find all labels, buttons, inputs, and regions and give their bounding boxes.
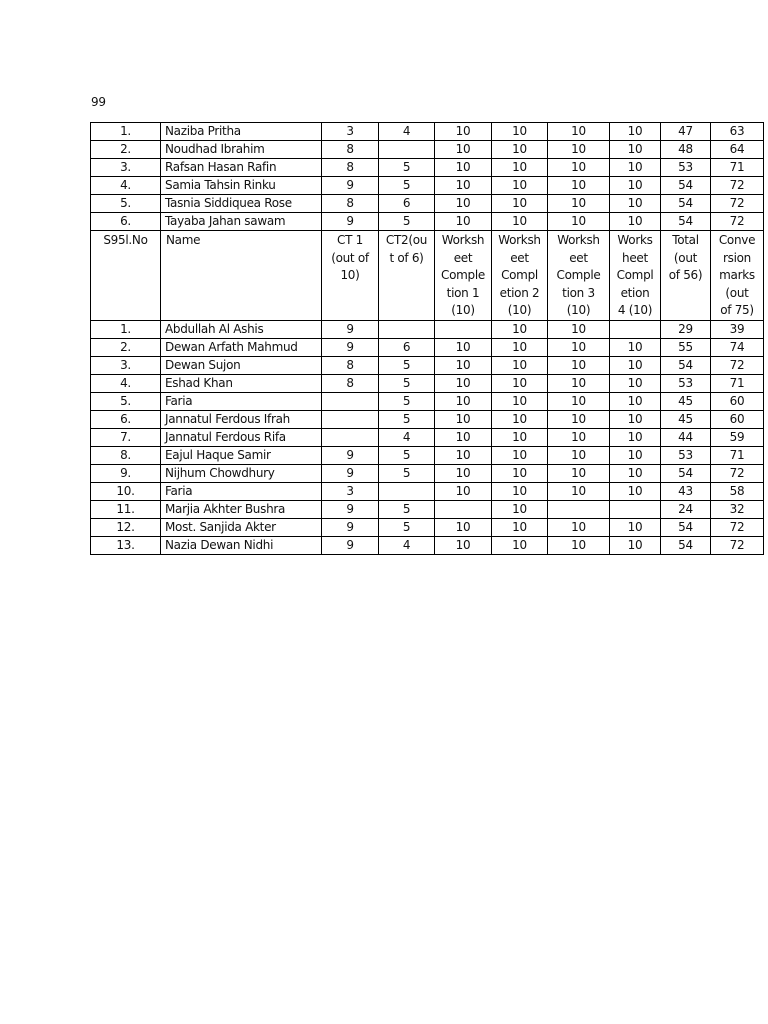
worksheet3-cell: 10 [548,374,610,392]
conversion-marks-cell: 71 [711,446,764,464]
worksheet4-cell: 10 [610,159,661,177]
conversion-marks-cell: 72 [711,213,764,231]
student-name-cell: Faria [161,392,322,410]
worksheet4-cell: 10 [610,338,661,356]
worksheet3-cell: 10 [548,123,610,141]
table-row [91,482,764,500]
ct2-cell: 5 [379,464,435,482]
serial-number-cell: 6. [91,213,161,231]
total-cell: 54 [661,177,711,195]
conversion-marks-cell: 72 [711,518,764,536]
worksheet1-cell: 10 [435,195,492,213]
worksheet1-cell: 10 [435,338,492,356]
ct1-cell [322,428,379,446]
ct2-cell: 5 [379,500,435,518]
conversion-marks-cell: 60 [711,410,764,428]
header-text-line: Worksh [498,233,541,247]
total-cell: 54 [661,356,711,374]
header-text-line: Worksh [557,233,600,247]
total-cell: 54 [661,195,711,213]
header-text-line: (10) [507,303,532,318]
worksheet4-cell: 10 [610,195,661,213]
header-text-line: Compl [501,268,538,283]
table-row [91,464,764,482]
ct1-cell: 9 [322,464,379,482]
ct1-cell: 8 [322,356,379,374]
total-cell: 45 [661,392,711,410]
worksheet2-cell: 10 [492,536,548,554]
total-cell: 53 [661,446,711,464]
ct2-cell: 5 [379,374,435,392]
student-name-cell: Dewan Arfath Mahmud [161,338,322,356]
serial-number-cell: 9. [91,464,161,482]
header-text-line: 10) [340,268,360,283]
header-text-line: heet [622,250,648,265]
worksheet4-cell: 10 [610,356,661,374]
table-header [91,231,764,321]
ct2-cell: 5 [379,177,435,195]
conversion-marks-cell: 64 [711,141,764,159]
ct2-cell: 5 [379,213,435,231]
header-text-line: (10) [566,303,591,318]
total-cell: 29 [661,320,711,338]
worksheet1-cell: 10 [435,356,492,374]
header-text-line: Compl [616,268,654,283]
header-text-line: (10) [451,303,475,318]
ct1-cell: 9 [322,500,379,518]
serial-number-cell: 7. [91,428,161,446]
worksheet2-cell: 10 [492,141,548,159]
header-text-line: eet [510,250,529,265]
conversion-marks-cell: 39 [711,320,764,338]
serial-number-cell: 2. [91,338,161,356]
table-row [91,159,764,177]
table-row [91,177,764,195]
ct2-cell: 5 [379,392,435,410]
student-name-cell: Samia Tahsin Rinku [161,177,322,195]
total-cell: 43 [661,482,711,500]
worksheet3-cell: 10 [548,464,610,482]
total-cell: 54 [661,464,711,482]
header-text-line: Worksh [441,233,485,247]
ct2-cell [379,482,435,500]
worksheet3-cell: 10 [548,518,610,536]
worksheet1-cell: 10 [435,159,492,177]
table-row [91,195,764,213]
conversion-marks-cell: 58 [711,482,764,500]
worksheet2-cell: 10 [492,338,548,356]
header-text-line: eet [453,250,473,265]
header-text-line: (out [725,285,749,300]
ct2-cell: 6 [379,195,435,213]
header-student-name [161,231,322,321]
worksheet3-cell: 10 [548,320,610,338]
worksheet4-cell: 10 [610,374,661,392]
worksheet3-cell: 10 [548,338,610,356]
table-row [91,213,764,231]
header-text-line: Comple [556,268,601,283]
worksheet3-cell: 10 [548,213,610,231]
header-text-line: S95l.No [103,233,148,247]
worksheet3-cell: 10 [548,428,610,446]
header-text-line: Name [166,233,201,247]
header-text-line: tion 3 [562,285,595,300]
worksheet1-cell [435,500,492,518]
worksheet3-cell: 10 [548,356,610,374]
ct2-cell: 5 [379,518,435,536]
worksheet2-cell: 10 [492,123,548,141]
student-name-cell: Abdullah Al Ashis [161,320,322,338]
worksheet4-cell [610,500,661,518]
conversion-marks-cell: 72 [711,177,764,195]
total-cell: 55 [661,338,711,356]
header-total [661,231,711,321]
ct1-cell: 8 [322,159,379,177]
ct1-cell: 8 [322,374,379,392]
ct1-cell [322,392,379,410]
header-serial-number [91,231,161,321]
worksheet3-cell: 10 [548,141,610,159]
ct2-cell [379,141,435,159]
table-row [91,123,764,141]
ct1-cell: 9 [322,518,379,536]
student-name-cell: Nijhum Chowdhury [161,464,322,482]
total-cell: 44 [661,428,711,446]
worksheet2-cell: 10 [492,320,548,338]
ct2-cell: 4 [379,428,435,446]
student-name-cell: Jannatul Ferdous Rifa [161,428,322,446]
table-row [91,428,764,446]
worksheet4-cell: 10 [610,213,661,231]
worksheet2-cell: 10 [492,500,548,518]
total-cell: 53 [661,374,711,392]
header-text-line: t of 6) [389,250,424,265]
header-text-line: etion 2 [499,285,540,300]
serial-number-cell: 4. [91,177,161,195]
worksheet4-cell [610,320,661,338]
worksheet4-cell: 10 [610,123,661,141]
ct1-cell: 9 [322,338,379,356]
ct2-cell: 4 [379,536,435,554]
header-text-line: etion [620,285,650,300]
header-text-line: of 75) [720,303,754,318]
table-row [91,356,764,374]
worksheet1-cell: 10 [435,482,492,500]
table-row [91,338,764,356]
worksheet2-cell: 10 [492,195,548,213]
header-worksheet1 [435,231,492,321]
conversion-marks-cell: 59 [711,428,764,446]
ct2-cell: 5 [379,159,435,177]
worksheet1-cell: 10 [435,177,492,195]
worksheet3-cell: 10 [548,392,610,410]
header-text-line: Comple [441,268,485,283]
ct2-cell: 4 [379,123,435,141]
ct2-cell: 5 [379,446,435,464]
worksheet1-cell: 10 [435,213,492,231]
worksheet4-cell: 10 [610,410,661,428]
ct2-cell: 5 [379,410,435,428]
serial-number-cell: 6. [91,410,161,428]
header-text-line: (out of [331,250,369,265]
conversion-marks-cell: 72 [711,536,764,554]
worksheet1-cell: 10 [435,464,492,482]
worksheet3-cell: 10 [548,177,610,195]
student-name-cell: Tasnia Siddiquea Rose [161,195,322,213]
worksheet3-cell: 10 [548,195,610,213]
total-cell: 47 [661,123,711,141]
worksheet3-cell: 10 [548,410,610,428]
conversion-marks-cell: 71 [711,159,764,177]
conversion-marks-cell: 60 [711,392,764,410]
worksheet3-cell: 10 [548,482,610,500]
worksheet4-cell: 10 [610,464,661,482]
table-row [91,392,764,410]
worksheet1-cell: 10 [435,123,492,141]
table-row [91,374,764,392]
serial-number-cell: 1. [91,320,161,338]
header-text-line: rsion [723,250,751,265]
student-name-cell: Eajul Haque Samir [161,446,322,464]
total-cell: 53 [661,159,711,177]
ct1-cell: 9 [322,446,379,464]
serial-number-cell: 1. [91,123,161,141]
header-text-line: Conve [718,233,756,247]
table-row [91,410,764,428]
student-name-cell: Most. Sanjida Akter [161,518,322,536]
conversion-marks-cell: 63 [711,123,764,141]
serial-number-cell: 2. [91,141,161,159]
header-text-line: CT2(ou [385,233,428,247]
worksheet2-cell: 10 [492,410,548,428]
conversion-marks-cell: 71 [711,374,764,392]
serial-number-cell: 12. [91,518,161,536]
bottom-rows [91,320,764,554]
worksheet2-cell: 10 [492,356,548,374]
header-ct1 [322,231,379,321]
serial-number-cell: 5. [91,392,161,410]
worksheet2-cell: 10 [492,428,548,446]
serial-number-cell: 13. [91,536,161,554]
student-name-cell: Tayaba Jahan sawam [161,213,322,231]
header-text-line: CT 1 [337,233,363,247]
marks-table [90,122,764,555]
worksheet2-cell: 10 [492,446,548,464]
worksheet3-cell: 10 [548,446,610,464]
header-ct2 [379,231,435,321]
header-text-line: marks [719,268,755,283]
conversion-marks-cell: 74 [711,338,764,356]
worksheet1-cell: 10 [435,141,492,159]
student-name-cell: Rafsan Hasan Rafin [161,159,322,177]
serial-number-cell: 5. [91,195,161,213]
worksheet4-cell: 10 [610,518,661,536]
total-cell: 54 [661,536,711,554]
worksheet4-cell: 10 [610,536,661,554]
total-cell: 24 [661,500,711,518]
ct1-cell: 8 [322,195,379,213]
worksheet1-cell: 10 [435,518,492,536]
table-row [91,518,764,536]
table-row [91,500,764,518]
worksheet2-cell: 10 [492,213,548,231]
worksheet2-cell: 10 [492,177,548,195]
serial-number-cell: 3. [91,159,161,177]
ct1-cell: 9 [322,213,379,231]
student-name-cell: Jannatul Ferdous Ifrah [161,410,322,428]
header-text-line: 4 (10) [617,303,653,318]
worksheet1-cell: 10 [435,446,492,464]
worksheet1-cell: 10 [435,410,492,428]
student-name-cell: Marjia Akhter Bushra [161,500,322,518]
serial-number-cell: 10. [91,482,161,500]
conversion-marks-cell: 72 [711,356,764,374]
table-row [91,536,764,554]
ct1-cell [322,410,379,428]
total-cell: 48 [661,141,711,159]
student-name-cell: Dewan Sujon [161,356,322,374]
header-text-line: eet [569,250,588,265]
worksheet1-cell: 10 [435,392,492,410]
student-name-cell: Faria [161,482,322,500]
worksheet2-cell: 10 [492,464,548,482]
top-rows [91,123,764,231]
conversion-marks-cell: 32 [711,500,764,518]
table-row [91,320,764,338]
header-worksheet4 [610,231,661,321]
ct1-cell: 8 [322,141,379,159]
student-name-cell: Eshad Khan [161,374,322,392]
worksheet2-cell: 10 [492,159,548,177]
worksheet3-cell: 10 [548,536,610,554]
worksheet2-cell: 10 [492,374,548,392]
student-name-cell: Noudhad Ibrahim [161,141,322,159]
serial-number-cell: 3. [91,356,161,374]
worksheet4-cell: 10 [610,482,661,500]
table-row [91,141,764,159]
worksheet4-cell: 10 [610,141,661,159]
worksheet1-cell [435,320,492,338]
serial-number-cell: 4. [91,374,161,392]
ct2-cell [379,320,435,338]
header-conversion-marks [711,231,764,321]
serial-number-cell: 8. [91,446,161,464]
total-cell: 54 [661,213,711,231]
header-text-line: Works [617,233,653,247]
ct1-cell: 9 [322,536,379,554]
serial-number-cell: 11. [91,500,161,518]
worksheet4-cell: 10 [610,446,661,464]
student-name-cell: Nazia Dewan Nidhi [161,536,322,554]
total-cell: 45 [661,410,711,428]
header-text-line: Total [672,233,699,247]
header-text-line: of 56) [668,268,703,283]
worksheet4-cell: 10 [610,392,661,410]
header-worksheet2 [492,231,548,321]
worksheet3-cell: 10 [548,159,610,177]
worksheet1-cell: 10 [435,536,492,554]
worksheet1-cell: 10 [435,428,492,446]
header-worksheet3 [548,231,610,321]
table-row [91,446,764,464]
header-row [91,231,764,321]
ct1-cell: 9 [322,177,379,195]
ct2-cell: 5 [379,356,435,374]
worksheet2-cell: 10 [492,518,548,536]
student-name-cell: Naziba Pritha [161,123,322,141]
ct1-cell: 9 [322,320,379,338]
worksheet4-cell: 10 [610,428,661,446]
ct2-cell: 6 [379,338,435,356]
worksheet2-cell: 10 [492,482,548,500]
worksheet3-cell [548,500,610,518]
worksheet2-cell: 10 [492,392,548,410]
conversion-marks-cell: 72 [711,464,764,482]
conversion-marks-cell: 72 [711,195,764,213]
total-cell: 54 [661,518,711,536]
worksheet4-cell: 10 [610,177,661,195]
ct1-cell: 3 [322,482,379,500]
worksheet1-cell: 10 [435,374,492,392]
page-number: 99 [91,95,106,109]
header-text-line: (out [673,250,698,265]
header-text-line: tion 1 [446,285,480,300]
ct1-cell: 3 [322,123,379,141]
